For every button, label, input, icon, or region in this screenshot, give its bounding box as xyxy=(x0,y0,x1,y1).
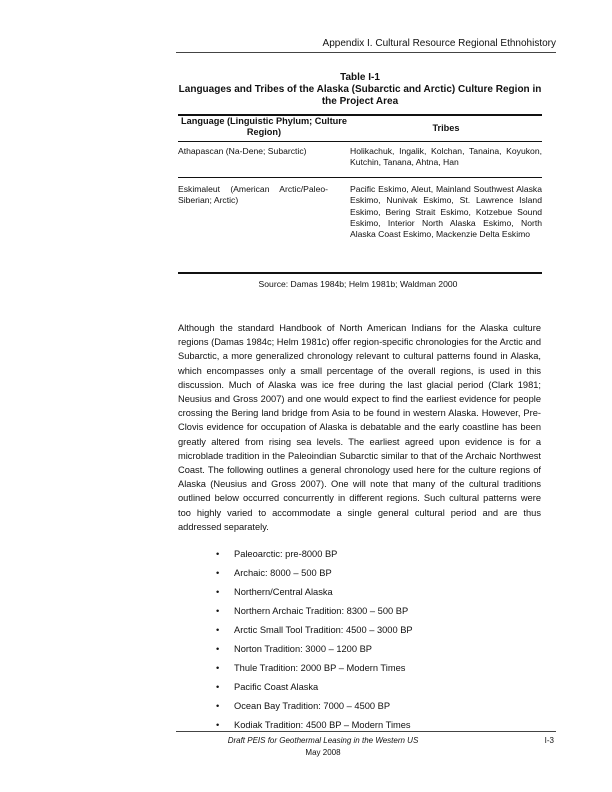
footer-date: May 2008 xyxy=(305,748,341,757)
bullet-icon: • xyxy=(216,663,220,673)
bullet-icon: • xyxy=(216,625,220,635)
chronology-list xyxy=(216,545,413,735)
tribes-cell: Holikachuk, Ingalik, Kolchan, Tanaina, Koyukon, Kutchin, Tanana, Ahtna, Han xyxy=(350,146,542,168)
bullet-icon: • xyxy=(216,644,220,654)
list-item xyxy=(216,602,413,621)
list-item xyxy=(216,545,413,564)
table-header-row xyxy=(178,115,542,142)
body-paragraph: Although the standard Handbook of North American Indians for the Alaska culture regions (Damas 1984c; Helm 1981c) offer region-specific chronologies for the Arctic and Subarctic, a more generalized chronology relevant to cultural patterns found in Alaska, which encompasses only a small percentage of the overall regions, is used in this discussion. Much of Alaska was ice free during the last glacial period (Clark 1981; Neusius and Gross 2007) and one would expect to find the earliest evidence for people crossing the Bering land bridge from Asia to be found in western Alaska. However, Pre-Clovis evidence for occupation of Alaska is debatable and the early coastline has been greatly altered from rising sea levels. The earliest agreed upon evidence is for a microblade tradition in the Paleoindian Subarctic similar to that of the Archaic Northwest Coast. The following outlines a general chronology used here for the culture regions of Alaska (Neusius and Gross 2007). One will note that many of the cultural traditions outlined below occurred concurrently in different regions. Such cultural patterns were too highly varied to accommodate a single general cultural period and are thus addressed separately. xyxy=(178,323,541,532)
bullet-icon: • xyxy=(216,606,220,616)
list-item xyxy=(216,678,413,697)
list-item xyxy=(216,640,413,659)
list-item-text: Northern/Central Alaska xyxy=(234,587,333,597)
running-header: Appendix I. Cultural Resource Regional Ethnohistory xyxy=(322,38,556,49)
table-row xyxy=(178,142,542,178)
list-item-text: Pacific Coast Alaska xyxy=(234,682,319,692)
bullet-icon: • xyxy=(216,682,220,692)
bullet-icon: • xyxy=(216,587,220,597)
list-item-text: Archaic: 8000 – 500 BP xyxy=(234,568,332,578)
page-number: I-3 xyxy=(544,736,554,745)
column-header-tribes: Tribes xyxy=(432,123,460,133)
bullet-icon: • xyxy=(216,568,220,578)
language-cell: Athapascan (Na-Dene; Subarctic) xyxy=(178,146,307,156)
list-item xyxy=(216,564,413,583)
bullet-icon: • xyxy=(216,720,220,730)
list-item-text: Ocean Bay Tradition: 7000 – 4500 BP xyxy=(234,701,391,711)
table-title: Table I-1 xyxy=(340,72,380,83)
list-item-text: Norton Tradition: 3000 – 1200 BP xyxy=(234,644,372,654)
language-cell: Eskimaleut (American Arctic/Paleo-Siberian; Arctic) xyxy=(178,184,328,206)
languages-tribes-table xyxy=(178,114,542,274)
list-item-text: Thule Tradition: 2000 BP – Modern Times xyxy=(234,663,406,673)
table-source: Source: Damas 1984b; Helm 1981b; Waldman 2000 xyxy=(258,279,458,289)
table-caption: Languages and Tribes of the Alaska (Subarctic and Arctic) Culture Region in the Project Area xyxy=(178,84,542,107)
list-item-text: Northern Archaic Tradition: 8300 – 500 BP xyxy=(234,606,409,616)
table-block xyxy=(178,72,542,289)
column-header-language: Language (Linguistic Phylum; Culture Region) xyxy=(181,116,347,137)
footer-title: Draft PEIS for Geothermal Leasing in the Western US xyxy=(227,736,419,745)
list-item xyxy=(216,716,413,735)
bullet-icon: • xyxy=(216,549,220,559)
list-item xyxy=(216,583,413,602)
tribes-cell: Pacific Eskimo, Aleut, Mainland Southwest Alaska Eskimo, Nunivak Eskimo, St. Lawrence Island Eskimo, Bering Strait Eskimo, Kotzebue Sound Eskimo, Interior North Alaska Eskimo, North Alaska Coast Eskimo, Mackenzie Delta Eskimo xyxy=(350,184,542,240)
list-item xyxy=(216,659,413,678)
list-item xyxy=(216,621,413,640)
table-row xyxy=(178,178,542,274)
bullet-icon: • xyxy=(216,701,220,711)
header-rule xyxy=(176,52,556,53)
list-item-text: Kodiak Tradition: 4500 BP – Modern Times xyxy=(234,720,411,730)
list-item-text: Arctic Small Tool Tradition: 4500 – 3000 BP xyxy=(234,625,413,635)
list-item-text: Paleoarctic: pre-8000 BP xyxy=(234,549,338,559)
footer-rule xyxy=(176,731,556,732)
list-item xyxy=(216,697,413,716)
